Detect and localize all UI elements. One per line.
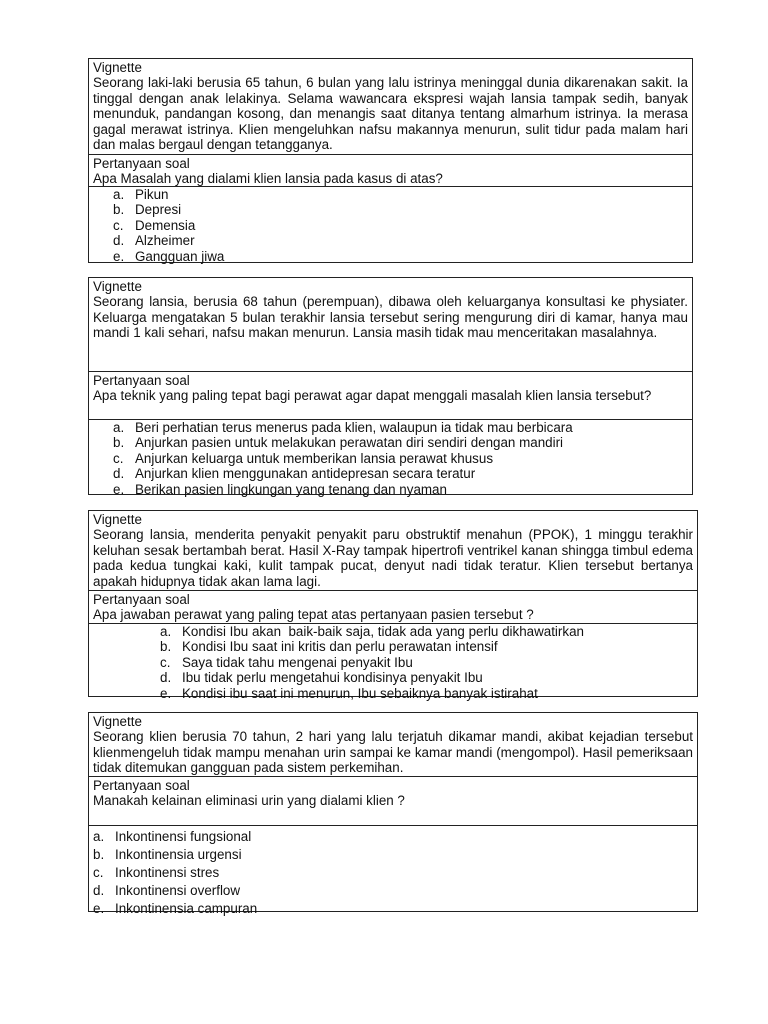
vignette-label: Vignette	[93, 512, 142, 527]
vignette-text: Seorang lansia, berusia 68 tahun (perempuan), dibawa oleh keluarganya konsultasi ke physiater. Keluarga mengatakan 5 bulan terakhir lansia tersebut sering mengurung diri di kamar, hanya mau mandi 1 kali sehari, nafsu makan menurun. Lansia masih tidak mau menceritakan masalahnya.	[93, 294, 688, 341]
question-label: Pertanyaan soal	[93, 373, 190, 388]
option-c[interactable]: c. Inkontinensi stres	[93, 865, 220, 880]
option-d[interactable]: d. Ibu tidak perlu mengetahui kondisinya penyakit Ibu	[160, 670, 483, 686]
option-a[interactable]: a. Beri perhatian terus menerus pada klien, walaupun ia tidak mau berbicara	[113, 420, 573, 435]
question-card-4	[88, 712, 698, 916]
option-d[interactable]: d. Inkontinensi overflow	[93, 883, 241, 898]
vignette-text: Seorang laki-laki berusia 65 tahun, 6 bulan yang lalu istrinya meninggal dunia dikarenakan sakit. Ia tinggal dengan anak lelakinya. Selama wawancara ekspresi wajah lansia tampak sedih, banyak menunduk, pandangan kosong, dan menangis saat ditanya tentang almarhum istrinya. Ia merasa gagal merawat istrinya. Klien mengeluhkan nafsu makannya menurun, sulit tidur pada malam hari dan malas bergaul dengan tetangganya.	[93, 75, 688, 153]
options-list	[89, 826, 697, 918]
option-b[interactable]: b. Kondisi Ibu saat ini kritis dan perlu perawatan intensif	[160, 639, 498, 655]
option-b[interactable]: b. Anjurkan pasien untuk melakukan perawatan diri sendiri dengan mandiri	[113, 435, 564, 451]
question-section	[89, 155, 692, 187]
question-text: Manakah kelainan eliminasi urin yang dialami klien ?	[93, 793, 405, 809]
option-e[interactable]: e. Inkontinensia campuran	[93, 901, 258, 916]
vignette-label: Vignette	[93, 279, 142, 294]
question-card-2	[88, 277, 693, 495]
question-label: Pertanyaan soal	[93, 156, 190, 171]
option-b[interactable]: b. Inkontinensia urgensi	[93, 847, 242, 862]
vignette-text: Seorang klien berusia 70 tahun, 2 hari yang lalu terjatuh dikamar mandi, akibat kejadian tersebut klienmengeluh tidak mampu menahan urin sampai ke kamar mandi (mengompol). Hasil pemeriksaan tidak ditemukan gangguan pada sistem perkemihan.	[93, 729, 693, 776]
option-b[interactable]: b. Depresi	[113, 202, 182, 218]
question-text: Apa Masalah yang dialami klien lansia pada kasus di atas?	[93, 171, 443, 187]
option-a[interactable]: a. Inkontinensi fungsional	[93, 829, 252, 844]
option-e[interactable]: e. Berikan pasien lingkungan yang tenang dan nyaman	[113, 481, 447, 497]
option-e[interactable]: e. Gangguan jiwa	[113, 248, 225, 264]
question-text: Apa jawaban perawat yang paling tepat atas pertanyaan pasien tersebut ?	[93, 607, 534, 623]
vignette-section	[89, 511, 697, 591]
question-card-1	[88, 58, 693, 263]
question-section	[89, 777, 697, 826]
vignette-label: Vignette	[93, 60, 142, 75]
option-a[interactable]: a. Kondisi Ibu akan baik-baik saja, tidak ada yang perlu dikhawatirkan	[160, 624, 584, 639]
question-text: Apa teknik yang paling tepat bagi perawat agar dapat menggali masalah klien lansia tersebut?	[93, 388, 652, 404]
options-list	[89, 624, 697, 701]
option-d[interactable]: d. Anjurkan klien menggunakan antidepresan secara teratur	[113, 466, 476, 482]
question-label: Pertanyaan soal	[93, 778, 190, 793]
option-c[interactable]: c. Demensia	[113, 217, 196, 233]
vignette-section	[89, 59, 692, 155]
vignette-section	[89, 278, 692, 372]
option-a[interactable]: a. Pikun	[113, 187, 169, 202]
vignette-text: Seorang lansia, menderita penyakit penyakit paru obstruktif menahun (PPOK), 1 minggu terakhir keluhan sesak bertambah berat. Hasil X-Ray tampak hipertrofi ventrikel kanan shingga timbul edema pada kedua tungkai kaki, kulit tampak pucat, denyut nadi tidak teratur. Klien tersebut bertanya apakah hidupnya tidak akan lama lagi.	[93, 527, 693, 589]
vignette-label: Vignette	[93, 714, 142, 729]
options-list	[89, 420, 692, 497]
option-c[interactable]: c. Saya tidak tahu mengenai penyakit Ibu	[160, 654, 413, 670]
option-c[interactable]: c. Anjurkan keluarga untuk memberikan lansia perawat khusus	[113, 450, 494, 466]
option-e[interactable]: e. Kondisi ibu saat ini menurun, Ibu sebaiknya banyak istirahat	[160, 685, 538, 701]
question-label: Pertanyaan soal	[93, 592, 190, 607]
options-list	[89, 187, 692, 264]
question-card-3	[88, 510, 698, 701]
vignette-section	[89, 713, 697, 777]
question-section	[89, 591, 697, 624]
question-section	[89, 372, 692, 420]
option-d[interactable]: d. Alzheimer	[113, 233, 195, 249]
